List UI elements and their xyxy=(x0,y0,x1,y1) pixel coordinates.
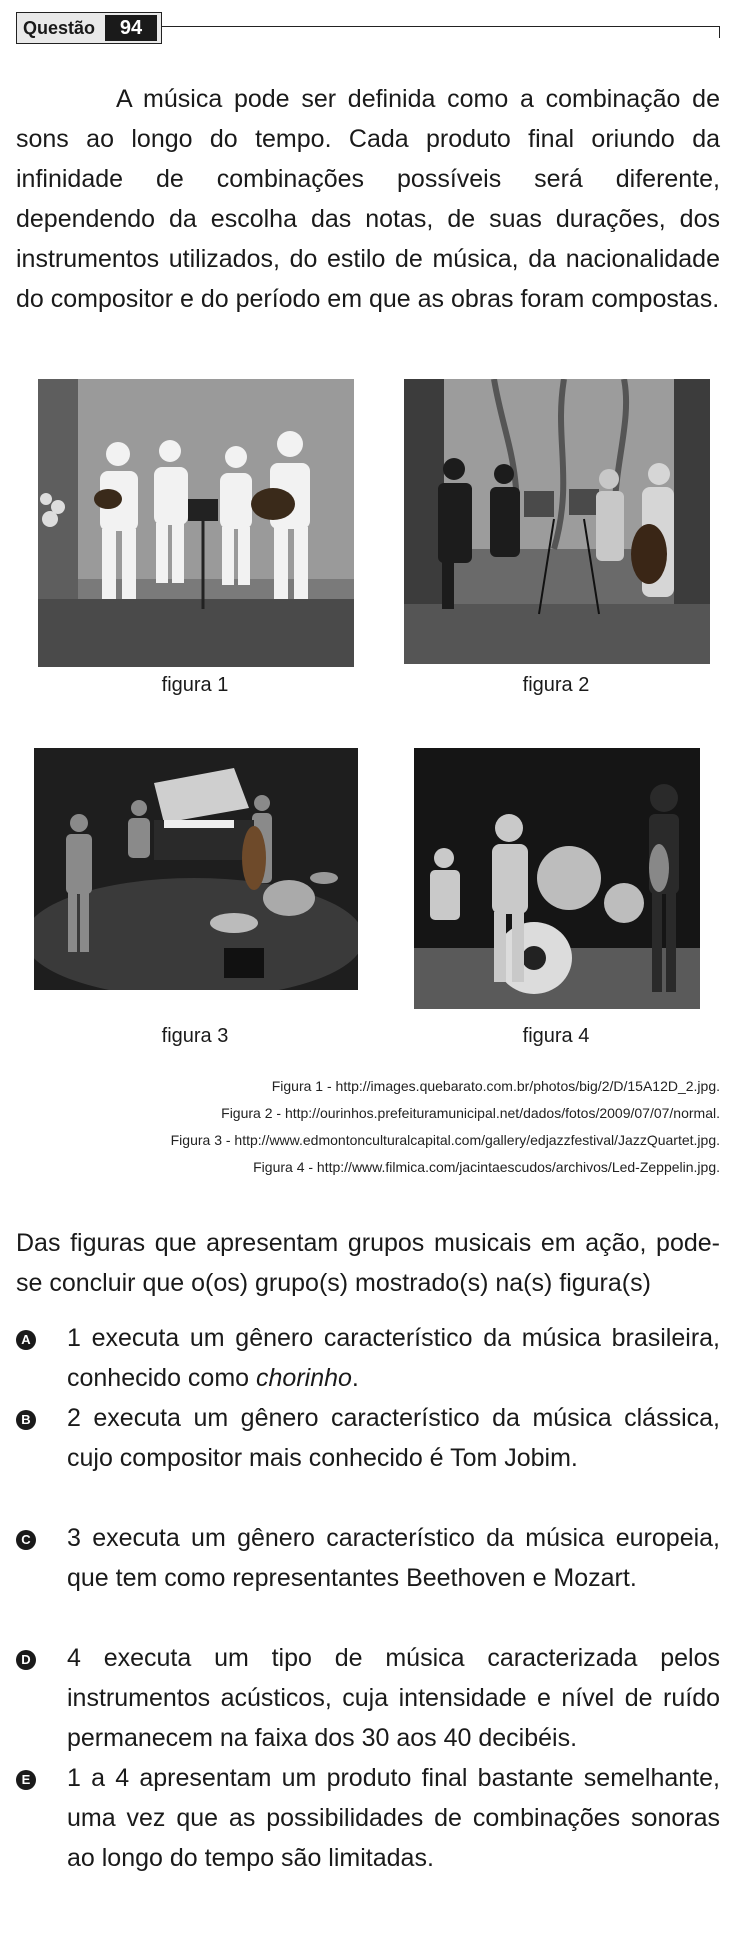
option-c-badge: C xyxy=(16,1530,36,1550)
option-d-text: 4 executa um tipo de música caracterizada pelos instrumentos acústicos, cuja intensidade e nível de ruído permanecem na faixa dos 30 aos 40 decibéis. xyxy=(67,1644,720,1752)
option-b-badge: B xyxy=(16,1410,36,1430)
question-number: 94 xyxy=(105,15,157,41)
option-d-badge: D xyxy=(16,1650,36,1670)
question-label-box xyxy=(16,12,162,44)
source-figure-3: Figura 3 - http://www.edmontonculturalcapital.com/gallery/edjazzfestival/JazzQuartet.jpg. xyxy=(170,1132,720,1148)
option-e[interactable] xyxy=(16,1758,720,1878)
header-rule xyxy=(161,26,720,27)
option-a-text: 1 executa um gênero característico da música brasileira, conhecido como chorinho. xyxy=(67,1324,720,1392)
option-e-badge: E xyxy=(16,1770,36,1790)
figure-3-caption: figura 3 xyxy=(161,1025,229,1047)
figure-1-photo xyxy=(38,379,354,667)
option-b[interactable] xyxy=(16,1398,720,1478)
question-word: Questão xyxy=(23,17,96,38)
source-figure-1: Figura 1 - http://images.quebarato.com.br/photos/big/2/D/15A12D_2.jpg. xyxy=(271,1078,720,1094)
source-figure-4: Figura 4 - http://www.filmica.com/jacintaescudos/archivos/Led-Zeppelin.jpg. xyxy=(253,1159,720,1175)
header-rule-end xyxy=(719,26,720,38)
option-b-text: 2 executa um gênero característico da música clássica, cujo compositor mais conhecido é Tom Jobim. xyxy=(67,1404,720,1472)
figure-2-photo xyxy=(404,379,710,664)
question-header xyxy=(16,12,720,46)
option-a[interactable] xyxy=(16,1318,720,1398)
option-e-text: 1 a 4 apresentam um produto final bastante semelhante, uma vez que as possibilidades de combinações sonoras ao longo do tempo são limitadas. xyxy=(67,1764,720,1872)
figure-4-photo xyxy=(414,748,700,1009)
option-c-text: 3 executa um gênero característico da música europeia, que tem como representantes Beethoven e Mozart. xyxy=(67,1524,720,1592)
option-d[interactable] xyxy=(16,1638,720,1758)
figure-sources xyxy=(16,1073,720,1181)
option-a-badge: A xyxy=(16,1330,36,1350)
figure-1-caption: figura 1 xyxy=(161,674,229,696)
option-c[interactable] xyxy=(16,1518,720,1598)
figure-3-photo xyxy=(34,748,358,990)
figure-4-caption: figura 4 xyxy=(522,1025,590,1047)
intro-paragraph: A música pode ser definida como a combinação de sons ao longo do tempo. Cada produto final oriundo da infinidade de combinações possíveis será diferente, dependendo da escolha das notas, de suas durações, dos instrumentos utilizados, do estilo de música, da nacionalidade do compositor e do período em que as obras foram compostas. xyxy=(16,85,720,313)
source-figure-2: Figura 2 - http://ourinhos.prefeituramunicipal.net/dados/fotos/2009/07/07/normal. xyxy=(221,1105,720,1121)
question-stem: Das figuras que apresentam grupos musicais em ação, pode-se concluir que o(os) grupo(s) mostrado(s) na(s) figura(s) xyxy=(16,1229,720,1297)
figure-2-caption: figura 2 xyxy=(522,674,590,696)
